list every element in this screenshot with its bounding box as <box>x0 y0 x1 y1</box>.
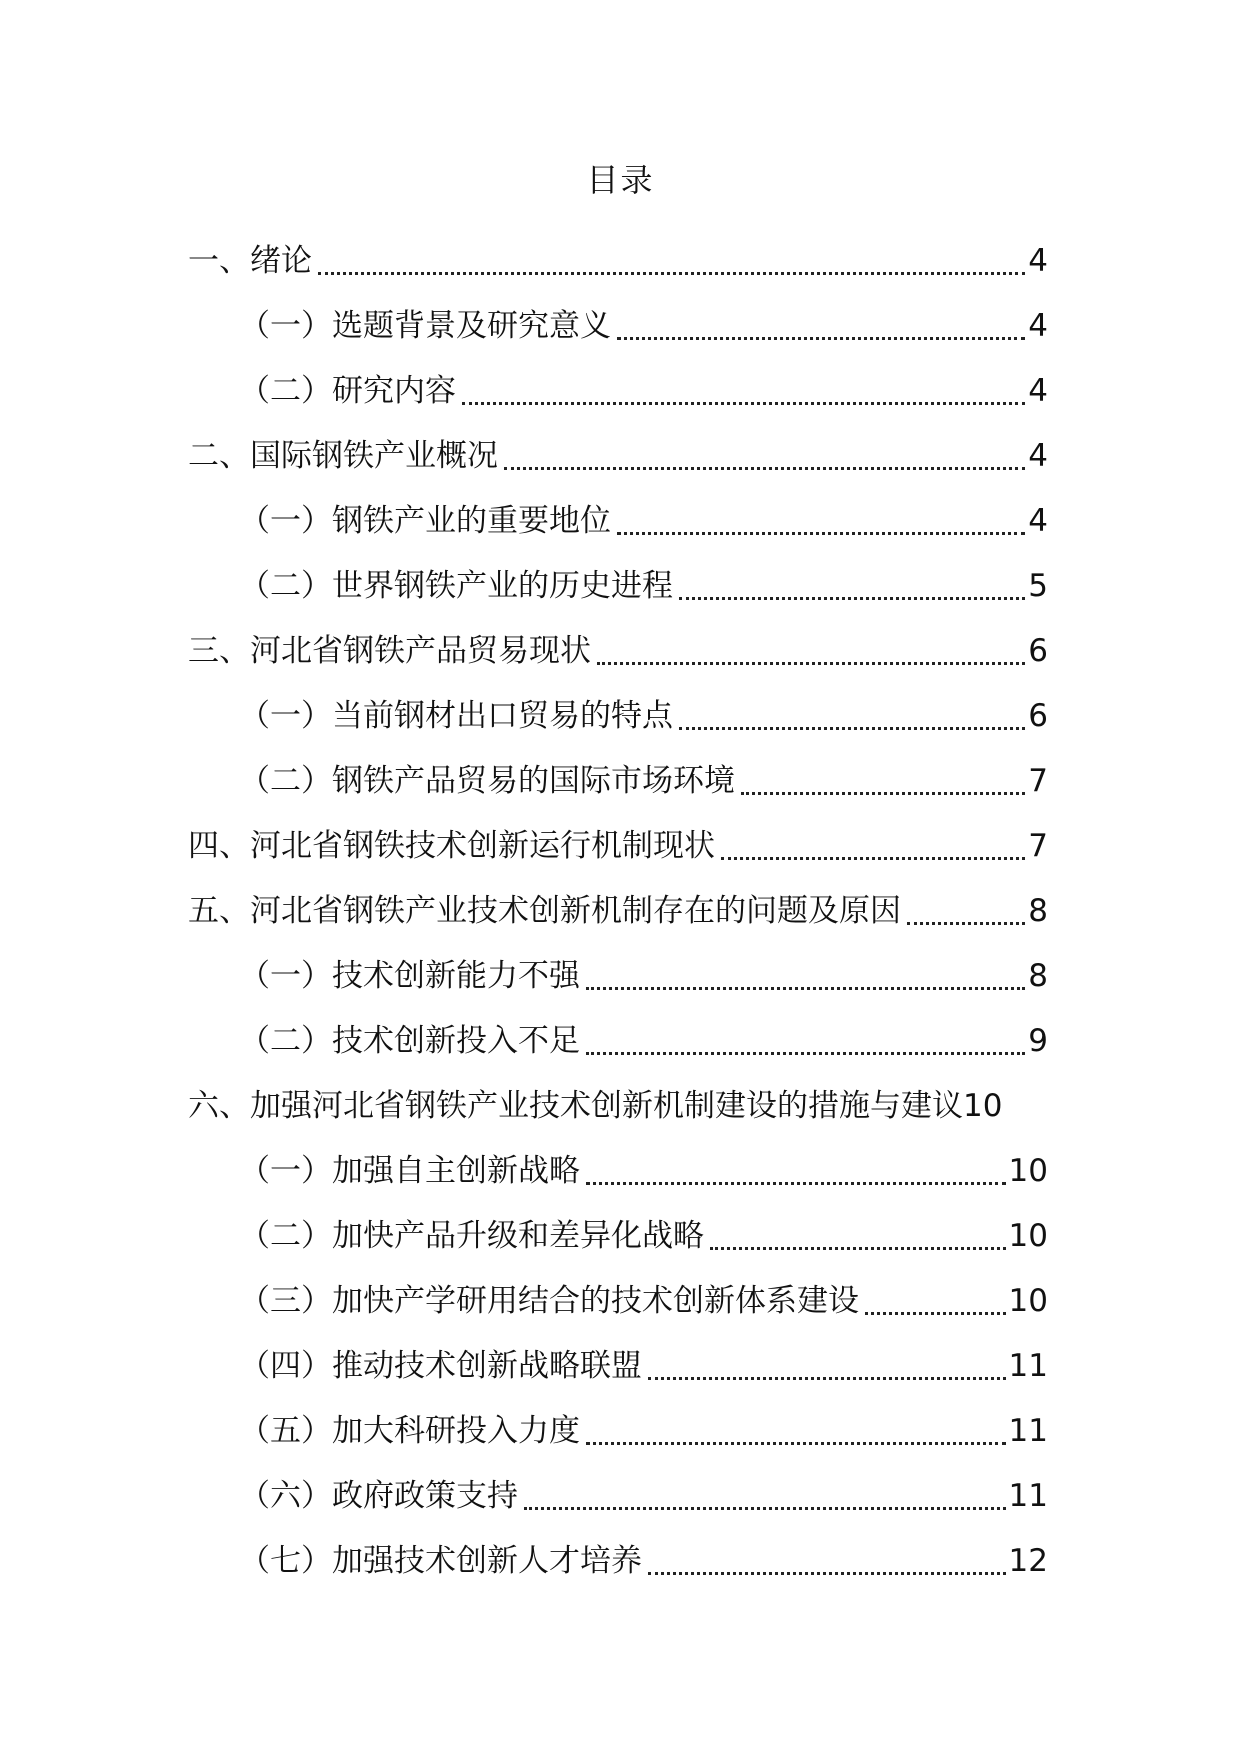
toc-entry-label: （二）加快产品升级和差异化战略 <box>239 1218 704 1254</box>
toc-entry[interactable] <box>188 291 1048 356</box>
toc-entry-label: （一）加强自主创新战略 <box>239 1153 580 1189</box>
toc-entry-label: 四、河北省钢铁技术创新运行机制现状 <box>188 828 715 864</box>
toc-entry-page-number: 11 <box>1008 1348 1048 1384</box>
toc-entry-page-number: 11 <box>1008 1413 1048 1449</box>
toc-entry-label: （四）推动技术创新战略联盟 <box>239 1348 642 1384</box>
toc-entry-label: （七）加强技术创新人才培养 <box>239 1543 642 1579</box>
toc-entry-page-number: 4 <box>1028 308 1048 344</box>
toc-entry[interactable] <box>188 1461 1048 1526</box>
toc-entry[interactable] <box>188 616 1048 681</box>
toc-entry[interactable] <box>188 551 1048 616</box>
toc-entry[interactable] <box>188 1396 1048 1461</box>
toc-entry-page-number: 4 <box>1028 243 1048 279</box>
toc-entry-page-number: 4 <box>1028 373 1048 409</box>
toc-leader-dots <box>524 1506 1006 1510</box>
toc-entry-page-number: 4 <box>1028 503 1048 539</box>
toc-entry-label: 六、加强河北省钢铁产业技术创新机制建设的措施与建议 <box>188 1088 963 1124</box>
toc-entry-page-number: 10 <box>1008 1218 1048 1254</box>
toc-entry-label: 五、河北省钢铁产业技术创新机制存在的问题及原因 <box>188 893 901 929</box>
toc-entry-page-number: 11 <box>1008 1478 1048 1514</box>
toc-entry-page-number: 6 <box>1028 698 1048 734</box>
toc-leader-dots <box>586 1181 1006 1185</box>
toc-leader-dots <box>597 661 1025 665</box>
toc-entry-label: （一）钢铁产业的重要地位 <box>239 503 611 539</box>
toc-entry-label: （一）选题背景及研究意义 <box>239 308 611 344</box>
toc-list <box>188 226 1048 1591</box>
toc-entry-page-number: 10 <box>1008 1153 1048 1189</box>
toc-leader-dots <box>679 726 1025 730</box>
toc-entry[interactable] <box>188 1071 1048 1136</box>
toc-entry[interactable] <box>188 486 1048 551</box>
toc-entry[interactable] <box>188 1006 1048 1071</box>
toc-leader-dots <box>741 791 1025 795</box>
toc-entry-label: 三、河北省钢铁产品贸易现状 <box>188 633 591 669</box>
toc-title: 目录 <box>586 161 655 199</box>
toc-entry-label: （五）加大科研投入力度 <box>239 1413 580 1449</box>
toc-entry-page-number: 5 <box>1028 568 1048 604</box>
toc-entry-label: （二）研究内容 <box>239 373 456 409</box>
toc-entry[interactable] <box>188 226 1048 291</box>
toc-entry-page-number: 9 <box>1028 1023 1048 1059</box>
toc-entry[interactable] <box>188 1266 1048 1331</box>
toc-leader-dots <box>586 986 1025 990</box>
toc-entry[interactable] <box>188 681 1048 746</box>
toc-entry-page-number: 12 <box>1008 1543 1048 1579</box>
toc-leader-dots <box>617 336 1025 340</box>
toc-entry-label: （六）政府政策支持 <box>239 1478 518 1514</box>
toc-entry-label: （二）世界钢铁产业的历史进程 <box>239 568 673 604</box>
toc-leader-dots <box>907 921 1025 925</box>
toc-leader-dots <box>318 271 1025 275</box>
toc-entry-label: （一）当前钢材出口贸易的特点 <box>239 698 673 734</box>
toc-leader-dots <box>504 466 1025 470</box>
toc-entry-page-number: 7 <box>1028 828 1048 864</box>
toc-entry[interactable] <box>188 941 1048 1006</box>
toc-entry-label: （一）技术创新能力不强 <box>239 958 580 994</box>
toc-entry-label: 一、绪论 <box>188 243 312 279</box>
toc-entry[interactable] <box>188 746 1048 811</box>
toc-entry[interactable] <box>188 876 1048 941</box>
toc-leader-dots <box>710 1246 1006 1250</box>
toc-entry[interactable] <box>188 811 1048 876</box>
toc-entry-label: （二）钢铁产品贸易的国际市场环境 <box>239 763 735 799</box>
toc-entry-page-number: 10 <box>1008 1283 1048 1319</box>
toc-entry-page-number: 8 <box>1028 958 1048 994</box>
toc-entry[interactable] <box>188 1331 1048 1396</box>
toc-entry-page-number: 10 <box>963 1088 1003 1124</box>
toc-leader-dots <box>617 531 1025 535</box>
toc-entry-label: （二）技术创新投入不足 <box>239 1023 580 1059</box>
toc-leader-dots <box>648 1571 1006 1575</box>
toc-entry[interactable] <box>188 1526 1048 1591</box>
toc-entry[interactable] <box>188 356 1048 421</box>
toc-entry[interactable] <box>188 1136 1048 1201</box>
toc-entry[interactable] <box>188 1201 1048 1266</box>
toc-leader-dots <box>679 596 1025 600</box>
toc-entry-page-number: 8 <box>1028 893 1048 929</box>
toc-leader-dots <box>721 856 1025 860</box>
toc-leader-dots <box>586 1441 1006 1445</box>
toc-entry-page-number: 4 <box>1028 438 1048 474</box>
toc-leader-dots <box>648 1376 1006 1380</box>
toc-entry-label: 二、国际钢铁产业概况 <box>188 438 498 474</box>
toc-entry-page-number: 7 <box>1028 763 1048 799</box>
toc-entry[interactable] <box>188 421 1048 486</box>
toc-leader-dots <box>586 1051 1025 1055</box>
toc-leader-dots <box>865 1311 1006 1315</box>
toc-leader-dots <box>462 401 1025 405</box>
toc-entry-page-number: 6 <box>1028 633 1048 669</box>
toc-entry-label: （三）加快产学研用结合的技术创新体系建设 <box>239 1283 859 1319</box>
